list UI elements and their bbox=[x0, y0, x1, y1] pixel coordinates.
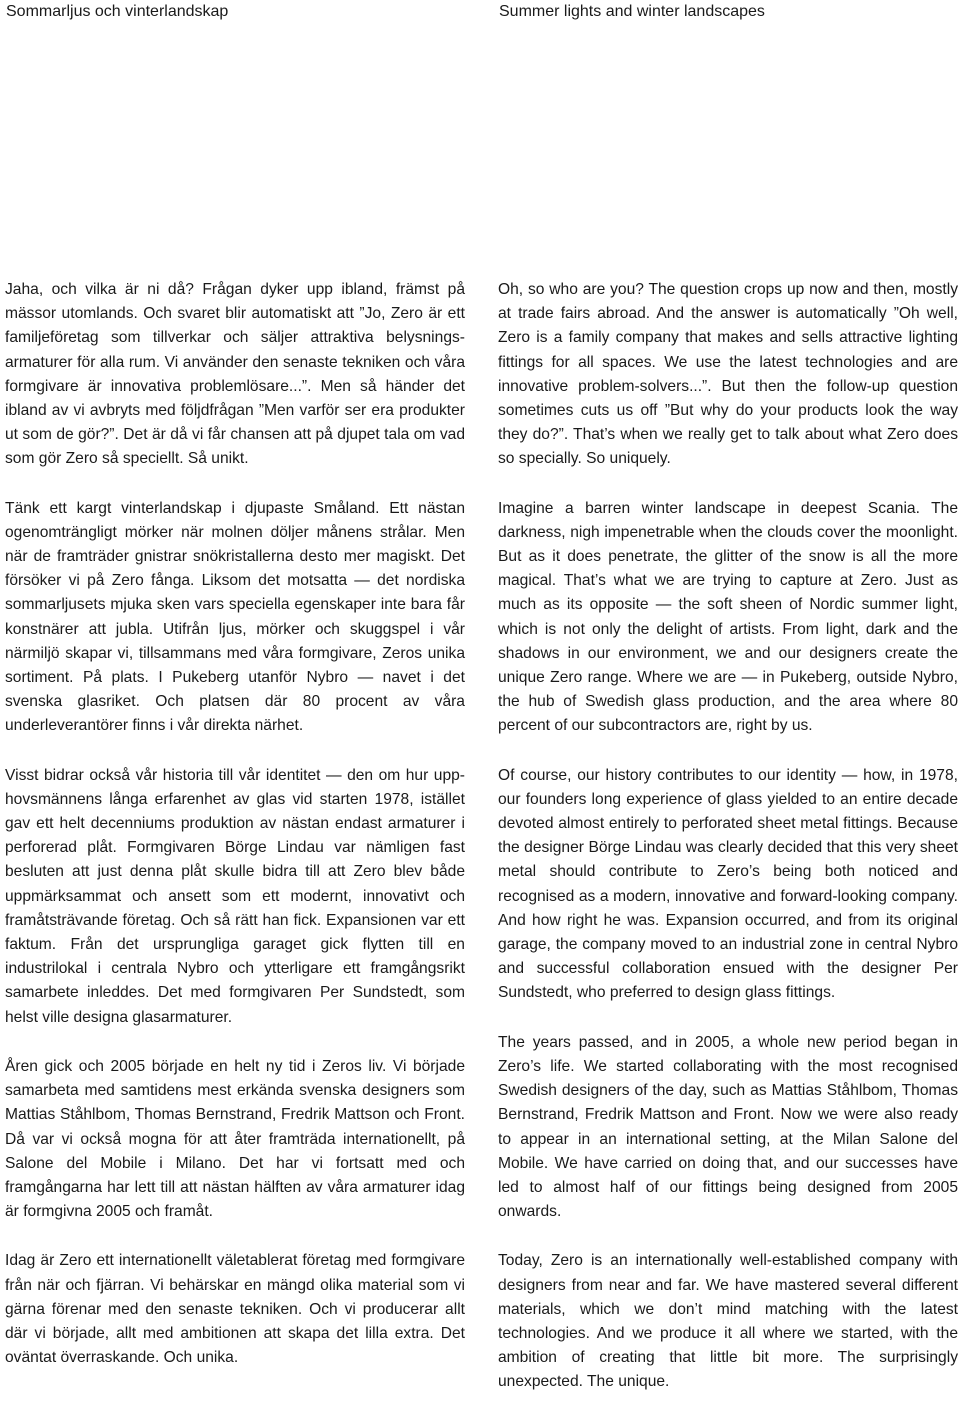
english-paragraph-5: Today, Zero is an internationally well-established company with designers from near and far. We have mastered several different materials, which we don’t mind matching with the latest technologies. And we produce it all where we started, with the ambition of creating that little bit more. The surprisingly unexpected. The unique. bbox=[498, 1252, 958, 1391]
english-paragraph-2: Imagine a barren winter landscape in deepest Scania. The darkness, nigh impenetrable when the clouds cover the moonlight. But as it does penetrate, the glitter of the snow is all the more magical. That’s what we are trying to capture at Zero. Just as much as its opposite — the soft sheen of Nordic summer light, which is not only the delight of artists. From light, dark and the shadows in our environment, we and our designers create the unique Zero range. Where we are — in Pukeberg, outside Nybro, the hub of Swedish glass production, and the area where 80 percent of our subcontractors are, right by us. bbox=[498, 499, 958, 735]
swedish-text-column bbox=[5, 278, 465, 1395]
page-header bbox=[0, 0, 960, 30]
english-text-column bbox=[498, 278, 958, 1420]
header-title-english: Summer lights and winter landscapes bbox=[499, 3, 765, 20]
english-paragraph-3: Of course, our history contributes to our identity — how, in 1978, our founders long experience of glass yielded to an entire decade devoted almost entirely to perforated sheet metal fittings. Because the designer Börge Lindau was clearly decided that this very sheet metal should contribute to Zero’s being both noticed and recognised as a modern, innovative and forward-looking company. And how right he was. Expansion occurred, and from its original garage, the company moved to an industrial zone in central Nybro and successful collaboration ensued with the designer Per Sundstedt, who preferred to design glass fittings. bbox=[498, 766, 958, 1002]
swedish-paragraph-2: Tänk ett kargt vinterlandskap i djupaste Småland. Ett nästan ogenomträngligt mörker när molnen döljer månens strålar. Men när de framträder gnistrar snökristallerna desto mer magiskt. Det försöker vi på Zero fånga. Liksom det motsatta — det nordiska sommarljusets mjuka sken vars speciella egenskaper inte bara får konstnärer att jubla. Utifrån ljus, mörker och skuggspel i vår närmiljö skapar vi, tillsammans med våra formgivare, Zeros unika sortiment. På plats. I Pukeberg utanför Nybro — navet i det svenska glasriket. Och platsen där 80 procent av våra underleverantörer finns i vår direkta närhet. bbox=[5, 499, 465, 735]
swedish-paragraph-4: Åren gick och 2005 började en helt ny tid i Zeros liv. Vi började samarbeta med samtidens mest erkända svenska designers som Mattias Ståhlbom, Thomas Bernstrand, Fredrik Mattson och Front. Då var vi också mogna för att åter framträda internationellt, på Salone del Mobile i Milano. Det har vi fortsatt med och framgångarna har lett till att nästan hälften av våra armaturer idag är formgivna 2005 och framåt. bbox=[5, 1057, 465, 1221]
header-title-swedish: Sommarljus och vinterlandskap bbox=[6, 3, 229, 20]
english-paragraph-4: The years passed, and in 2005, a whole new period began in Zero’s life. We started collaborating with the most recognised Swedish designers of the day, such as Mattias Ståhlbom, Thomas Bernstrand, Fredrik Mattson and Front. Now we were also ready to appear in an international setting, at the Milan Salone del Mobile. We have carried on doing that, and our successes have led to almost half of our fittings being designed from 2005 onwards. bbox=[498, 1033, 958, 1221]
swedish-paragraph-1: Jaha, och vilka är ni då? Frågan dyker upp ibland, främst på mässor utomlands. Och svaret blir automatiskt att ”Jo, Zero är ett familjeföretag som tillverkar och säljer attraktiva belysningsarmaturer för alla rum. Vi använder den senaste tekniken och våra formgivare är innovativa problemlösare...”. Men så händer det ibland av vi avbryts med följdfrågan ”Men varför ser era produkter ut som de gör?”. Det är då vi får chansen att på djupet tala om vad som gör Zero så speciellt. Så unikt. bbox=[5, 281, 465, 468]
english-paragraph-1: Oh, so who are you? The question crops up now and then, mostly at trade fairs abroad. And the answer is automatically ”Oh well, Zero is a family company that makes and sells attractive lighting fittings for all spaces. We use the latest technologies and are innovative problem-solvers...”. But then the follow-up question sometimes cuts us off ”But why do your products look the way they do?”. That’s when we really get to talk about what Zero does so specially. So uniquely. bbox=[498, 281, 958, 468]
swedish-paragraph-3: Visst bidrar också vår historia till vår identitet — den om hur upphovsmännens långa erfarenhet av glas vid starten 1978, istället gav ett helt decenniums produktion av nästan endast armaturer i perforerad plåt. Formgivaren Börge Lindau var nämligen fast besluten att just denna plåt skulle bidra till att Zero blev både uppmärksammat och ansett som ett modernt, innovativt och framåtsträvande företag. Och så rätt han fick. Expansionen var ett faktum. Från det ursprungliga garaget gick flytten till en industrilokal i centrala Nybro och ytterligare ett framgångsrikt samarbete inleddes. Det med formgivaren Per Sundstedt, som helst ville designa glasarmaturer. bbox=[5, 766, 465, 1026]
swedish-paragraph-5: Idag är Zero ett internationellt väletablerat företag med formgivare från när och fjärran. Vi behärskar en mängd olika material som vi gärna förenar med den senaste tekniken. Och vi producerar allt där vi började, allt med ambitionen att skapa det lilla extra. Det oväntat överraskande. Och unika. bbox=[5, 1252, 465, 1367]
